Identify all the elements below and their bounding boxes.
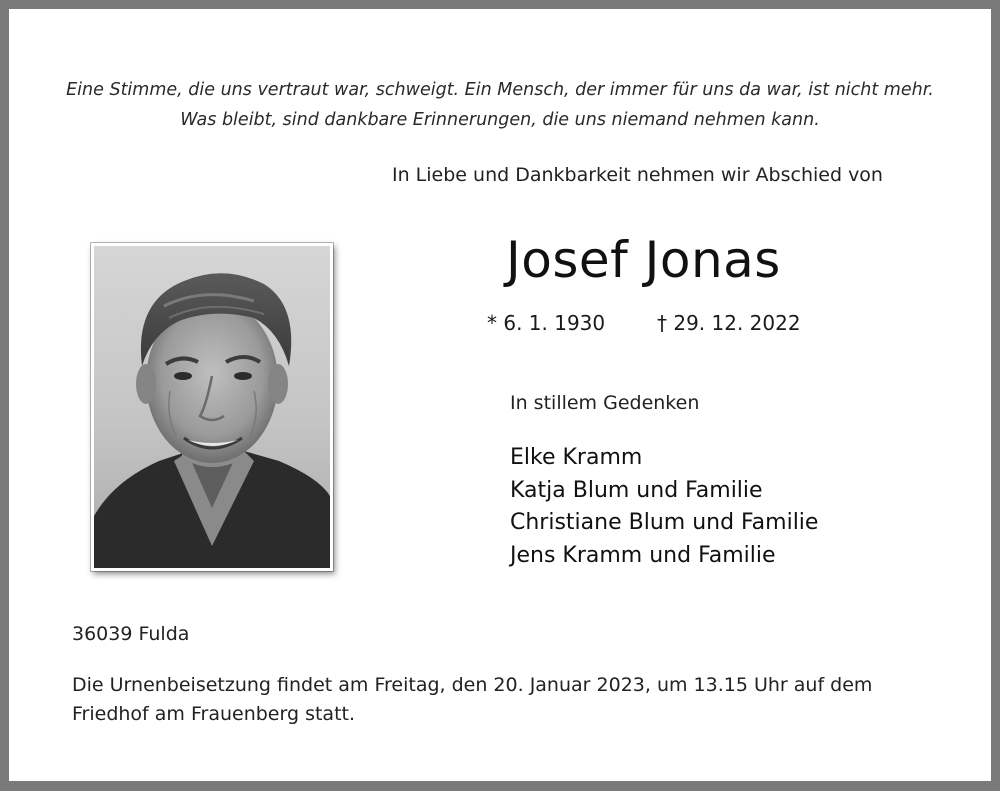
memory-line: In stillem Gedenken [510,392,700,414]
portrait-photo [91,243,333,571]
mourners-list [510,442,818,572]
mourner-name: Elke Kramm [510,445,643,470]
memorial-quote [9,75,991,135]
deceased-name: Josef Jonas [506,231,781,289]
quote-line-1: Eine Stimme, die uns vertraut war, schweigt. Ein Mensch, der immer für uns da war, ist nicht mehr. [66,80,934,100]
notice-line-2: Friedhof am Frauenberg statt. [72,703,356,725]
mourner-name: Katja Blum und Familie [510,477,763,503]
location: 36039 Fulda [72,623,190,645]
funeral-notice [72,671,952,729]
mourner-name: Jens Kramm und Familie [510,542,776,568]
notice-line-1: Die Urnenbeisetzung findet am Freitag, den 20. Januar 2023, um 13.15 Uhr auf dem [72,674,873,696]
obituary-card [9,9,991,781]
birth-date: * 6. 1. 1930 [487,311,606,335]
death-date: † 29. 12. 2022 [657,311,801,335]
portrait-illustration [94,246,330,568]
quote-line-2: Was bleibt, sind dankbare Erinnerungen, die uns niemand nehmen kann. [180,110,820,130]
mourner-name: Christiane Blum und Familie [510,510,819,535]
farewell-intro: In Liebe und Dankbarkeit nehmen wir Abschied von [392,164,883,186]
